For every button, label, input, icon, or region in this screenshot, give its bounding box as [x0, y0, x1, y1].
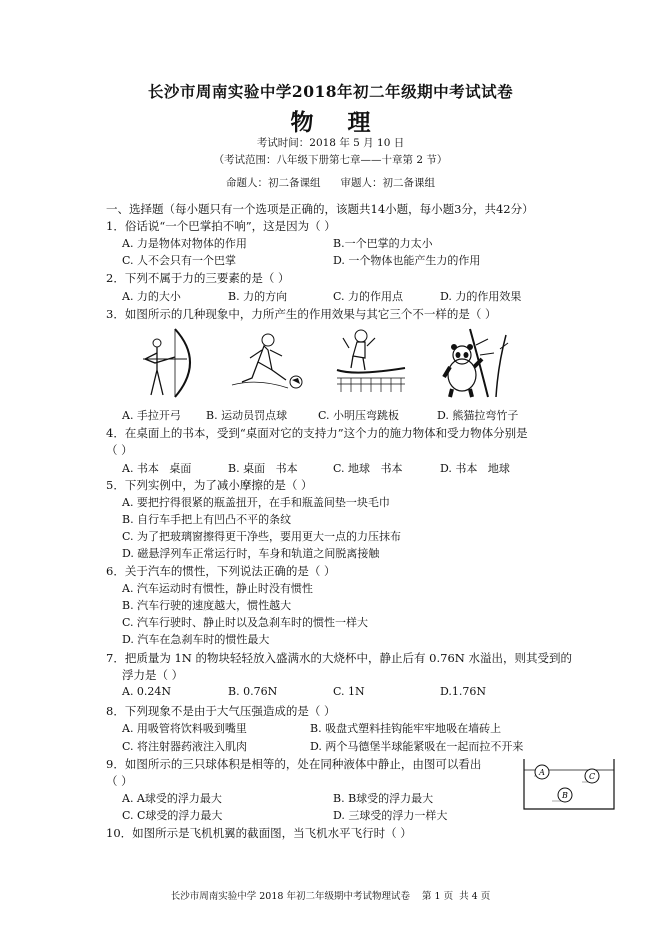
ball-b-label: B: [562, 791, 568, 800]
q5-option-a: A. 要把拧得很紧的瓶盖扭开，在手和瓶盖间垫一块毛巾: [122, 496, 390, 509]
q5-option-c: C. 为了把玻璃窗擦得更干净些，要用更大一点的力压抹布: [122, 530, 402, 543]
q9-option-a: A. A球受的浮力最大: [122, 792, 222, 805]
q4-stem: 4．在桌面上的书本，受到“桌面对它的支持力”这个力的施力物体和受力物体分别是: [106, 426, 528, 440]
panda-bamboo-figure: [440, 325, 510, 400]
q7-option-b: B. 0.76N: [228, 685, 278, 698]
q7-option-d: D.1.76N: [440, 685, 487, 698]
q8-stem: 8．下列现象不是由于大气压强造成的是（ ）: [106, 704, 336, 718]
q8-option-a: A. 用吸管将饮料吸到嘴里: [122, 722, 247, 735]
q4-option-d: D. 书本 地球: [440, 462, 510, 475]
q1-option-d: D. 一个物体也能产生力的作用: [333, 254, 481, 267]
exam-scope: （考试范围：八年级下册第七章——十章第 2 节）: [213, 154, 448, 166]
section-heading: 一、选择题（每小题只有一个选项是正确的，该题共14小题，每小题3分，共42分）: [106, 202, 534, 216]
q8-option-c: C. 将注射器药液注入肌肉: [122, 740, 248, 753]
q3-stem: 3．如图所示的几种现象中，力所产生的作用效果与其它三个不一样的是（ ）: [106, 307, 497, 321]
q10-stem: 10．如图所示是飞机机翼的截面图，当飞机水平飞行时（ ）: [106, 826, 412, 840]
ball-a-label: A: [539, 768, 545, 777]
q3-option-b: B. 运动员罚点球: [206, 409, 288, 422]
q4-option-c: C. 地球 书本: [333, 462, 403, 475]
q2-option-c: C. 力的作用点: [333, 290, 404, 303]
q6-option-c: C. 汽车行驶时、静止时以及急刹车时的惯性一样大: [122, 616, 369, 629]
q1-option-c: C. 人不会只有一个巴掌: [122, 254, 237, 267]
archer-figure: [135, 325, 195, 400]
q7-option-a: A. 0.24N: [122, 685, 172, 698]
subject-title: 物理: [290, 109, 405, 136]
q7-stem-cont: 浮力是（ ）: [122, 668, 184, 682]
q4-stem-bracket: （ ）: [106, 443, 133, 457]
q5-option-b: B. 自行车手把上有凹凸不平的条纹: [122, 513, 292, 526]
q2-option-a: A. 力的大小: [122, 290, 181, 303]
exam-time: 考试时间：2018 年 5 月 10 日: [256, 137, 405, 149]
q1-option-b: B.一个巴掌的力太小: [333, 237, 433, 250]
q9-option-c: C. C球受的浮力最大: [122, 809, 223, 822]
q9-option-b: B. B球受的浮力最大: [333, 792, 434, 805]
q9-option-d: D. 三球受的浮力一样大: [333, 809, 448, 822]
q3-option-c: C. 小明压弯跳板: [318, 409, 400, 422]
page-footer: 长沙市周南实验中学 2018 年初二年级期中考试物理试卷 第 1 页 共 4 页: [170, 891, 491, 902]
q8-option-d: D. 两个马德堡半球能紧吸在一起而拉不开来: [310, 740, 524, 753]
q5-option-d: D. 磁悬浮列车正常运行时，车身和轨道之间脱离接触: [122, 547, 380, 560]
q7-option-c: C. 1N: [333, 685, 365, 698]
q5-stem: 5．下列实例中，为了减小摩擦的是（ ）: [106, 478, 313, 492]
q6-option-d: D. 汽车在急刹车时的惯性最大: [122, 633, 270, 646]
q2-option-b: B. 力的方向: [228, 290, 288, 303]
ball-c-label: C: [588, 772, 596, 781]
q3-option-d: D. 熊猫拉弯竹子: [437, 409, 519, 422]
q4-option-a: A. 书本 桌面: [122, 462, 192, 475]
q8-option-b: B. 吸盘式塑料挂钩能牢牢地吸在墙砖上: [310, 722, 502, 735]
q1-stem: 1．俗话说“一个巴掌拍不响”，这是因为（ ）: [106, 219, 336, 233]
q2-stem: 2．下列不属于力的三要素的是（ ）: [106, 271, 290, 285]
q7-stem: 7．把质量为 1N 的物块轻轻放入盛满水的大烧杯中，静止后有 0.76N 水溢出，则其受到的: [106, 651, 572, 665]
exam-title: 长沙市周南实验中学2018年初二年级期中考试试卷: [147, 82, 514, 101]
penalty-kick-figure: [228, 330, 308, 400]
q3-option-a: A. 手拉开弓: [122, 409, 181, 422]
q6-option-a: A. 汽车运动时有惯性，静止时没有惯性: [122, 582, 313, 595]
exam-authors: 命题人：初二备课组 审题人：初二备课组: [225, 177, 436, 189]
q9-stem-bracket: （ ）: [106, 774, 133, 788]
q9-stem: 9．如图所示的三只球体积是相等的，处在同种液体中静止，由图可以看出: [106, 757, 482, 771]
balls-in-liquid-figure: [522, 757, 617, 812]
diving-board-figure: [335, 328, 410, 400]
q2-option-d: D. 力的作用效果: [440, 290, 522, 303]
q6-stem: 6．关于汽车的惯性，下列说法正确的是（ ）: [106, 564, 336, 578]
q4-option-b: B. 桌面 书本: [228, 462, 298, 475]
q1-option-a: A. 力是物体对物体的作用: [122, 237, 247, 250]
q6-option-b: B. 汽车行驶的速度越大，惯性越大: [122, 599, 292, 612]
